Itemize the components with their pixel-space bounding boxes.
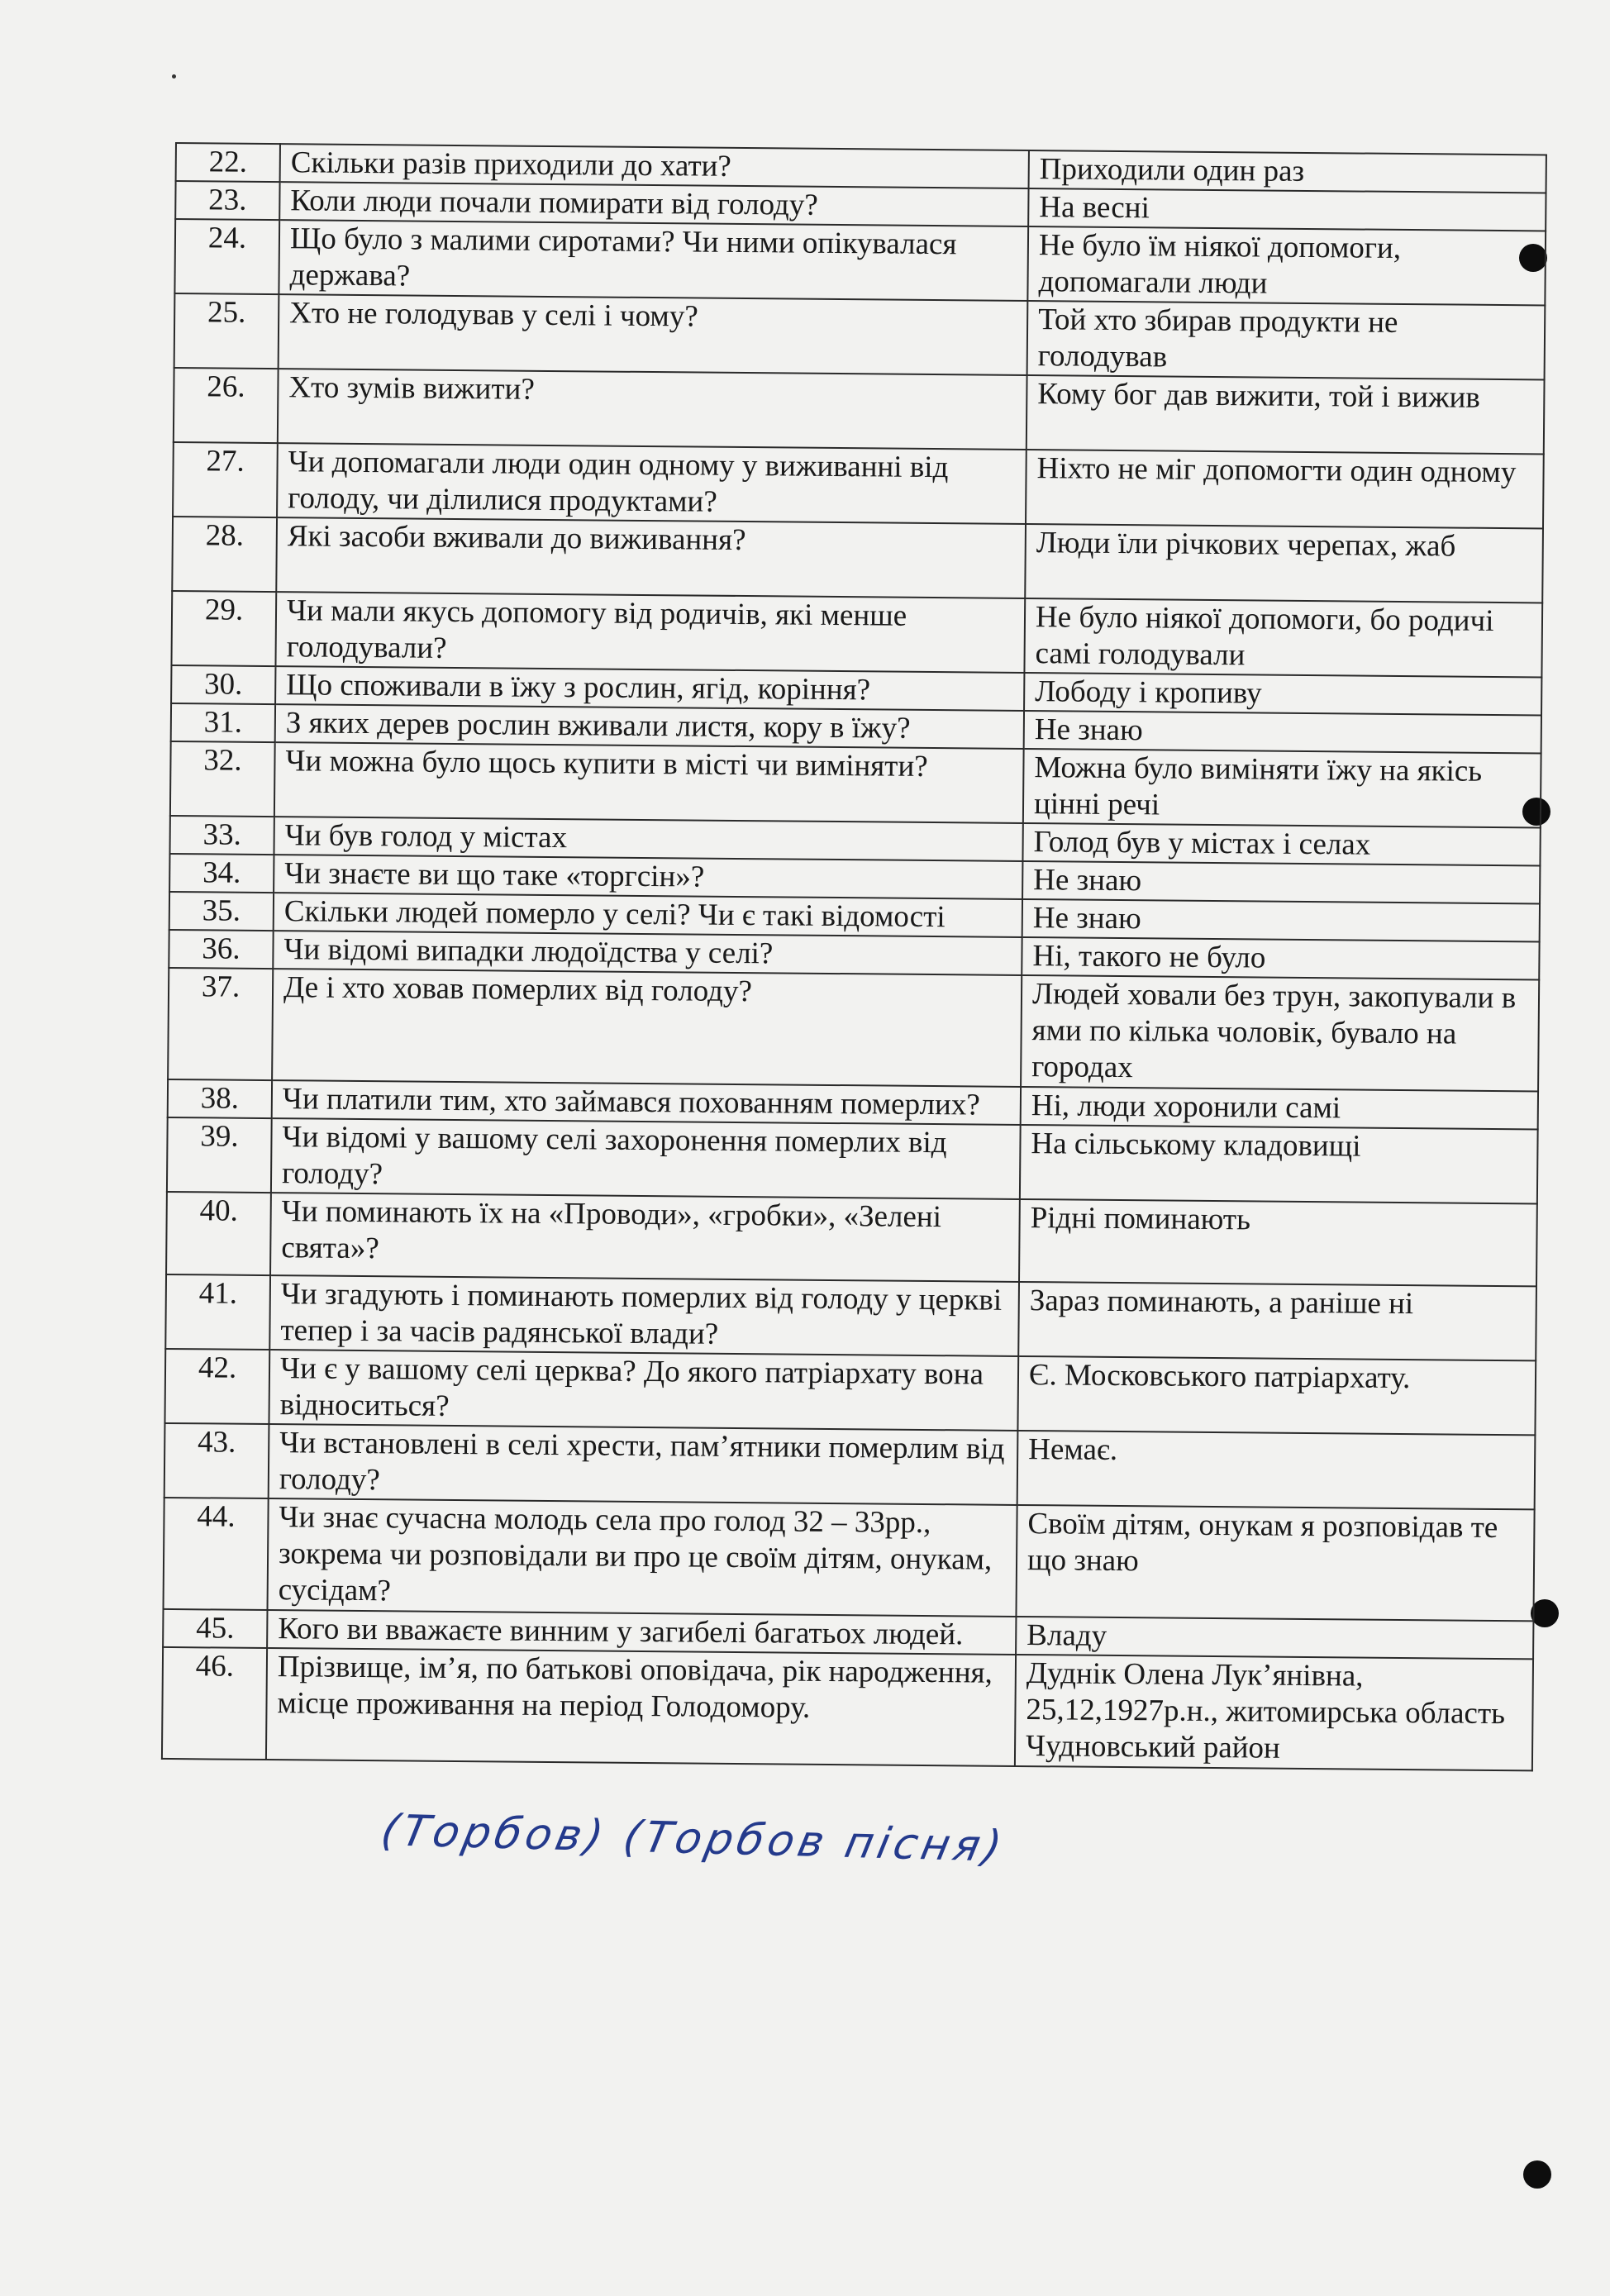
table-row	[170, 741, 1541, 827]
row-number: 46.	[162, 1647, 267, 1760]
answer-cell: Той хто збирав продукти не голодував	[1027, 301, 1546, 379]
ink-speck	[172, 74, 176, 79]
question-cell: Які засоби вживали до виживання?	[276, 517, 1026, 598]
answer-cell: Ніхто не міг допомогти один одному	[1026, 450, 1544, 528]
row-number: 27.	[173, 442, 278, 517]
answer-cell: Дуднік Олена Лук’янівна, 25,12,1927р.н., житомирська область Чудновський район	[1015, 1655, 1533, 1770]
answer-cell: Голод був у містах і селах	[1022, 823, 1540, 865]
answer-cell: Ні, такого не було	[1022, 937, 1539, 979]
row-number: 44.	[164, 1498, 269, 1610]
answer-cell: Є. Московського патріархату.	[1017, 1356, 1536, 1435]
question-cell: Скільки разів приходили до хати?	[280, 144, 1029, 188]
row-number: 35.	[169, 892, 274, 931]
row-number: 26.	[174, 368, 279, 443]
row-number: 31.	[171, 703, 275, 742]
row-number: 42.	[164, 1349, 269, 1424]
question-cell: Хто не голодував у селі і чому?	[279, 294, 1028, 375]
question-cell: Чи поминають їх на «Проводи», «гробки», «Зелені свята»?	[270, 1193, 1020, 1282]
answer-cell: Рідні поминають	[1019, 1199, 1537, 1286]
question-cell: Чи можна було щось купити в місті чи виміняти?	[274, 742, 1024, 823]
row-number: 41.	[165, 1274, 270, 1350]
question-cell: Що було з малими сиротами? Чи ними опікувалася держава?	[279, 220, 1028, 301]
row-number: 38.	[168, 1079, 272, 1118]
answer-cell: Лободу і кропиву	[1024, 673, 1541, 715]
question-cell: Чи згадують і поминають померлих від голоду у церкві тепер і за часів радянської влади?	[269, 1275, 1019, 1356]
question-cell: Чи відомі випадки людоїдства у селі?	[273, 931, 1022, 975]
answer-cell: Приходили один раз	[1029, 150, 1546, 193]
row-number: 22.	[176, 143, 280, 182]
question-cell: Чи відомі у вашому селі захоронення померлих від голоду?	[271, 1118, 1021, 1199]
answer-cell: На сільському кладовищі	[1020, 1125, 1538, 1203]
row-number: 43.	[164, 1423, 269, 1498]
question-cell: Чи встановлені в селі хрести, пам’ятники померлим від голоду?	[269, 1424, 1018, 1505]
question-cell: Скільки людей померло у селі? Чи є такі відомості	[274, 893, 1022, 937]
answer-cell: Зараз поминають, а раніше ні	[1018, 1282, 1536, 1360]
question-cell: З яких дерев рослин вживали листя, кору в їжу?	[275, 704, 1024, 749]
answer-cell: Кому бог дав вижити, той і вижив	[1026, 375, 1545, 454]
answer-cell: Люди їли річкових черепах, жаб	[1025, 524, 1543, 603]
table-row	[168, 968, 1539, 1091]
question-cell: Чи був голод у містах	[274, 817, 1022, 861]
table-row	[164, 1498, 1535, 1621]
punch-hole	[1523, 2160, 1551, 2189]
questionnaire-table	[161, 142, 1547, 1771]
answer-cell: Не знаю	[1022, 899, 1540, 941]
row-number: 32.	[170, 741, 275, 817]
row-number: 39.	[167, 1117, 272, 1193]
answer-cell: Ні, люди хоронили самі	[1021, 1087, 1538, 1129]
question-cell: Чи знаєте ви що таке «торгсін»?	[274, 855, 1022, 899]
table-row	[172, 517, 1543, 603]
table-row	[174, 293, 1546, 379]
question-cell: Що споживали в їжу з рослин, ягід, коріння?	[275, 666, 1024, 711]
question-cell: Коли люди почали помирати від голоду?	[279, 182, 1028, 226]
table-row	[164, 1349, 1536, 1435]
handwritten-note: (Торбов) (Торбов пісня)	[377, 1806, 1010, 1872]
table-row	[164, 1423, 1536, 1509]
answer-cell: Не знаю	[1024, 711, 1541, 753]
row-number: 36.	[169, 930, 273, 969]
answer-cell: Не було їм ніякої допомоги, допомагали люди	[1027, 226, 1546, 305]
table-row	[174, 368, 1545, 454]
row-number: 29.	[171, 591, 276, 666]
question-cell: Чи знає сучасна молодь села про голод 32 – 33рр., зокрема чи розповідали ви про це своїм дітям, онукам, сусідам?	[268, 1498, 1017, 1617]
question-cell: Кого ви вважаєте винним у загибелі багатьох людей.	[267, 1610, 1016, 1655]
punch-hole	[1531, 1599, 1559, 1627]
row-number: 28.	[172, 517, 277, 592]
table-row	[166, 1192, 1537, 1286]
table-row	[165, 1274, 1536, 1360]
table-row	[173, 442, 1544, 528]
question-cell: Чи мали якусь допомогу від родичів, які менше голодували?	[275, 592, 1025, 673]
question-cell: Чи платили тим, хто займався похованням померлих?	[272, 1080, 1021, 1125]
row-number: 30.	[171, 665, 275, 704]
answer-cell: Не було ніякої допомоги, бо родичі самі голодували	[1024, 598, 1542, 677]
question-cell: Хто зумів вижити?	[278, 369, 1027, 450]
answer-cell: Людей ховали без трун, закопували в ями по кілька чоловік, бувало на городах	[1021, 975, 1539, 1091]
row-number: 34.	[169, 854, 274, 893]
answer-cell: Не знаю	[1022, 861, 1540, 903]
question-cell: Де і хто ховав померлих від голоду?	[272, 969, 1022, 1087]
question-cell: Чи допомагали люди один одному у виживанні від голоду, чи ділилися продуктами?	[277, 443, 1026, 524]
answer-cell: На весні	[1028, 188, 1546, 231]
table-row	[174, 219, 1546, 305]
row-number: 40.	[166, 1192, 271, 1275]
table-row	[171, 591, 1542, 677]
row-number: 24.	[174, 219, 279, 294]
row-number: 25.	[174, 293, 279, 369]
question-cell: Прізвище, ім’я, по батькові оповідача, рік народження, місце проживання на період Голодомору.	[266, 1648, 1016, 1766]
answer-cell: Можна було виміняти їжу на якісь цінні речі	[1023, 749, 1541, 827]
question-cell: Чи є у вашому селі церква? До якого патріархату вона відноситься?	[269, 1350, 1018, 1431]
row-number: 23.	[175, 181, 279, 220]
table-row	[167, 1117, 1538, 1203]
table-row	[162, 1647, 1533, 1770]
row-number: 33.	[169, 816, 274, 855]
answer-cell: Немає.	[1017, 1431, 1536, 1509]
row-number: 45.	[163, 1609, 267, 1648]
answer-cell: Своїм дітям, онукам я розповідав те що знаю	[1016, 1505, 1534, 1621]
row-number: 37.	[168, 968, 273, 1080]
answer-cell: Владу	[1016, 1617, 1533, 1659]
